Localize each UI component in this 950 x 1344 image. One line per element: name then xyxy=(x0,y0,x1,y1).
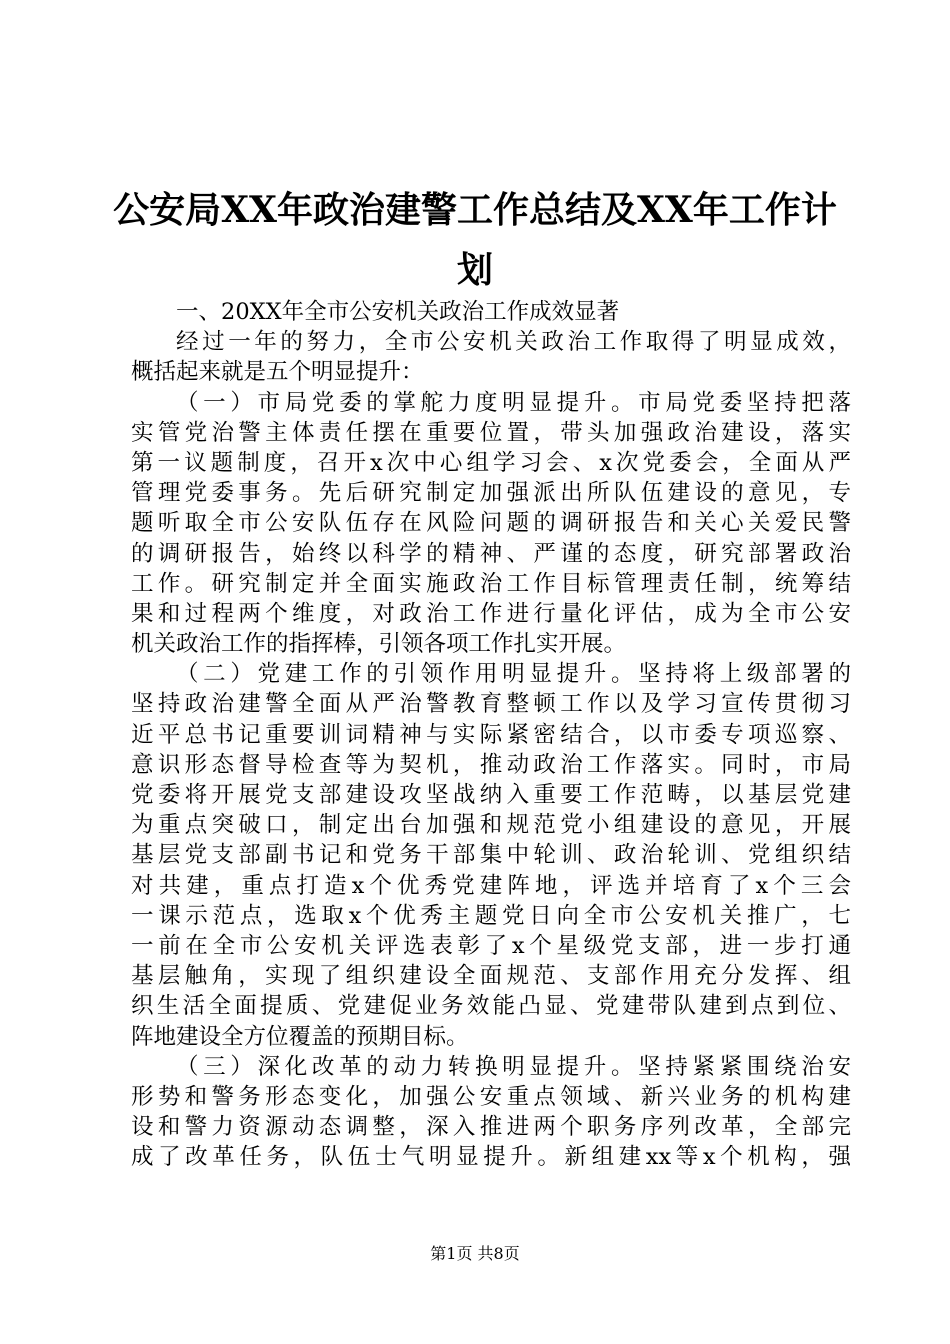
body-line: 一前在全市公安机关评选表彰了x个星级党支部，进一步打通 xyxy=(131,932,851,959)
document-title-line-2: 划 xyxy=(456,249,493,291)
body-line: 形势和警务形态变化，加强公安重点领域、新兴业务的机构建 xyxy=(131,1083,851,1110)
body-line: 对共建，重点打造x个优秀党建阵地，评选并培育了x个三会 xyxy=(131,872,851,899)
body-line: 果和过程两个维度，对政治工作进行量化评估，成为全市公安 xyxy=(131,600,851,627)
body-line: 坚持政治建警全面从严治警教育整顿工作以及学习宣传贯彻习 xyxy=(131,691,851,718)
body-line: 一课示范点，选取x个优秀主题党日向全市公安机关推广，七 xyxy=(131,902,851,929)
body-line: 的调研报告，始终以科学的精神、严谨的态度，研究部署政治 xyxy=(131,540,851,567)
body-line: 党委将开展党支部建设攻坚战纳入重要工作范畴，以基层党建 xyxy=(131,782,851,808)
body-line: 基层党支部副书记和党务干部集中轮训、政治轮训、党组织结 xyxy=(131,842,851,869)
document-body xyxy=(131,297,851,1172)
body-line: 管理党委事务。先后研究制定加强派出所队伍建设的意见，专 xyxy=(131,480,851,507)
body-line: 成了改革任务，队伍士气明显提升。新组建xx等x个机构，强 xyxy=(131,1144,851,1171)
body-line: 一、20XX年全市公安机关政治工作成效显著 xyxy=(176,299,620,325)
body-line: 概括起来就是五个明显提升： xyxy=(131,359,424,386)
page-footer: 第1页 共8页 xyxy=(430,1244,520,1263)
body-line: 实管党治警主体责任摆在重要位置，带头加强政治建设，落实 xyxy=(131,419,851,446)
body-line: 设和警力资源动态调整，深入推进两个职务序列改革，全部完 xyxy=(131,1114,851,1141)
body-line: 第一议题制度，召开x次中心组学习会、x次党委会，全面从严 xyxy=(131,449,851,476)
body-line: 意识形态督导检查等为契机，推动政治工作落实。同时，市局 xyxy=(131,751,851,778)
body-line: 机关政治工作的指挥棒，引领各项工作扎实开展。 xyxy=(131,631,627,658)
body-line: 工作。研究制定并全面实施政治工作目标管理责任制，统筹结 xyxy=(131,570,851,597)
body-line: 经过一年的努力，全市公安机关政治工作取得了明显成效， xyxy=(176,329,851,356)
body-line: 为重点突破口，制定出台加强和规范党小组建设的意见，开展 xyxy=(131,812,851,839)
body-line: （三）深化改革的动力转换明显提升。坚持紧紧围绕治安 xyxy=(176,1053,851,1080)
body-line: （一）市局党委的掌舵力度明显提升。市局党委坚持把落 xyxy=(176,389,851,416)
document-title-line-1: 公安局XX年政治建警工作总结及XX年工作计 xyxy=(113,189,837,231)
body-line: （二）党建工作的引领作用明显提升。坚持将上级部署的 xyxy=(176,661,851,688)
body-line: 题听取全市公安队伍存在风险问题的调研报告和关心关爱民警 xyxy=(131,510,851,537)
body-line: 近平总书记重要训词精神与实际紧密结合，以市委专项巡察、 xyxy=(131,721,851,748)
body-line: 织生活全面提质、党建促业务效能凸显、党建带队建到点到位、 xyxy=(131,993,851,1020)
body-line: 基层触角，实现了组织建设全面规范、支部作用充分发挥、组 xyxy=(131,963,851,990)
body-line: 阵地建设全方位覆盖的预期目标。 xyxy=(131,1023,469,1050)
